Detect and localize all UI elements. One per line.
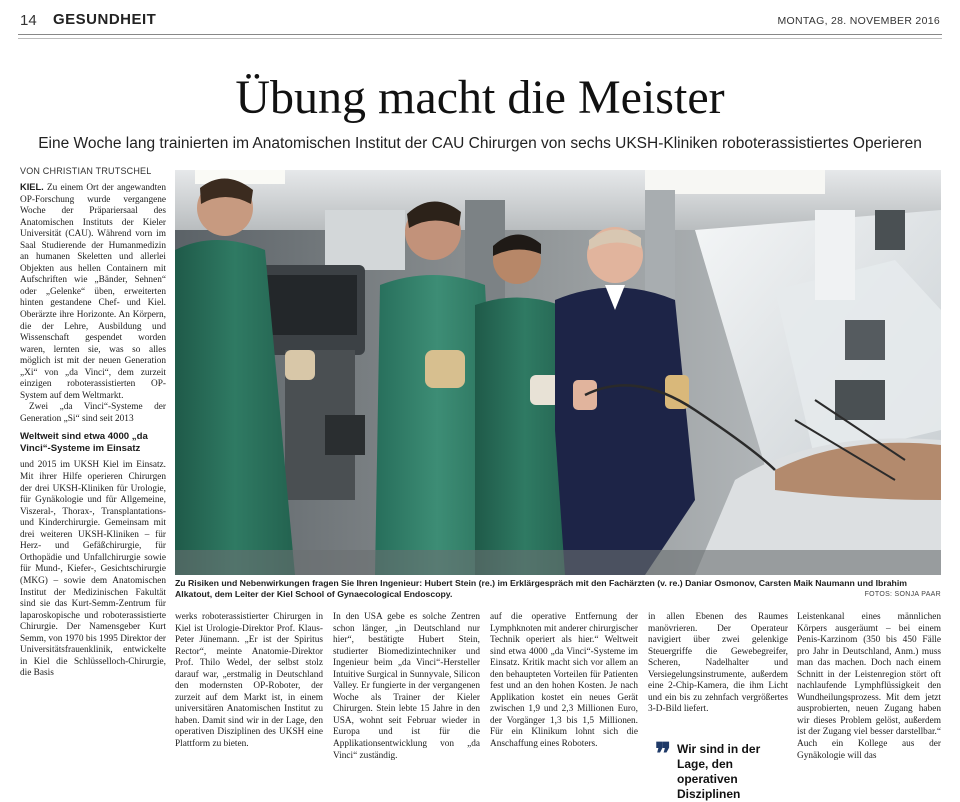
dateline: KIEL. (20, 182, 44, 192)
paragraph-2: Zwei „da Vinci“-Systeme der Generation „Si“ sind seit 2013 (20, 402, 166, 424)
surgeons-photo-illustration (175, 170, 941, 575)
article-column-6: Leistenkanal eines männlichen Körpers ausgeräumt – bei einem Penis-Karzinom (350 bis 450 Fälle pro Jahr in Deutschland, Anm.) muss man das machen. Doch nach einem Schnitt in der Leistenregion stört oft nachlaufende Lymphflüssigkeit den Wundheilungsprozess. Mit dem jetzt ausprobierten, neuen Zugang haben wir dieses Problem gelöst, außerdem ist der Zugang viel besser darstellbar.“ Auch ein Kollege aus der Gynäkologie will das (797, 612, 941, 761)
quote-icon: ❞ (655, 738, 672, 771)
paragraph-3: und 2015 im UKSH Kiel im Einsatz. Mit ihrer Hilfe operieren Chirurgen der drei UKSH-Kliniken für Urologie, für Gynäkologie und für Allgemeine, Viszeral-, Thorax-, Transplantations- und Kinderchirurgie. Gemeinsam mit drei weiteren UKSH-Kliniken – für Herz- und Gefäßchirurgie, für Orthopädie und Unfallchirurgie sowie für Mund-, Kiefer-, Gesichtschirurgie (MKG) – sowie dem Anatomischen Institut der Medizinischen Fakultät sind sie das Kurt-Semm-Zentrum für laparoskopische und roboterassistierte Chirurgie. Der Namensgeber Kurt Semm, von 1970 bis 1995 Direktor der Universitätsfrauenklinik, entwickelte in Kiel die Schlüsselloch-Chirurgie, die Basis (20, 460, 166, 679)
header-rule (18, 34, 942, 35)
subheadline: Eine Woche lang trainierten im Anatomischen Institut der CAU Chirurgen von sechs UKSH-Kliniken roboterassistiertes Operieren (38, 135, 922, 152)
article-column-1 (20, 182, 166, 778)
subheading: Weltweit sind etwa 4000 „da Vinci“-Systeme im Einsatz (20, 431, 148, 455)
article-column-3: In den USA gebe es solche Zentren schon länger, „in Deutschland nur hier“, bestätigte Hubert Stein, studierter Biomedizintechniker und Ingenieur beim „da Vinci“-Hersteller Intuitive Surgical in Sunnyvale, Silicon Valley. Er fungierte in der vergangenen Woche als Trainer der Kieler Chirurgen. Stein lebte 15 Jahre in den USA, wohnt seit Februar wieder in Europa und ist für die Applikationsentwicklung von „da Vinci“ zuständig. (333, 612, 480, 761)
pull-quote-text: Wir sind in der Lage, den operativen Disziplinen (677, 742, 761, 801)
article-column-5: in allen Ebenen des Raumes manövrieren. Der Operateur navigiert über zwei gelenkige Steuergriffe die Gewebegreifer, Scheren, Nadelhalter und Versiegelungsinstrumente, außerdem eine 2-Chip-Kamera, die ihm Licht und ein bis zu zehnfach vergrößertes 3-D-Bild liefert. (648, 612, 788, 715)
section-title: GESUNDHEIT (53, 11, 157, 28)
header-rule-thin (18, 38, 942, 39)
photo-credit: FOTOS: SONJA PAAR (864, 591, 941, 598)
paragraph-1: Zu einem Ort der angewandten OP-Forschung wurde vergangene Woche der Präpariersaal des Anatomischen Instituts der Kieler Universität (CAU). Während vorn im Saal Studierende der Humanmedizin an humanen Skeletten und allerlei Objekten aus hellen Containern mit Aufschriften wie „Bänder, Sehnen“ oder „Gelenke“ üben, erweiterten hinten gestandene Chef- und Kiel. Oberärzte ihre Horizonte. An Körpern, die der Lehre, Ausbildung und Wissenschaft gespendet worden waren, lernten sie, was so alles möglich ist mit der neuen Generation „Xi“ von „da Vinci“, dem zurzeit einzigen roboterassistierten OP-System auf dem Weltmarkt. (20, 183, 166, 401)
article-photo (175, 170, 941, 575)
article-column-4: auf die operative Entfernung der Lymphknoten mit anderer chirurgischer Technik operiert als hier.“ Weltweit sind etwa 4000 „da Vinci“-Systeme im Einsatz. Kritik macht sich vor allem an den behaupteten Vorteilen für Patienten fest und an den hohen Kosten. Je nach Applikation kostet ein neues Gerät zwischen 1,9 und 2,3 Millionen Euro, der Vorgänger 1,3 bis 1,5 Millionen. Für ein Klinikum lohnt sich die Anschaffung eines Roboters. (490, 612, 638, 750)
article-column-2: werks roboterassistierter Chirurgen in Kiel ist Urologie-Direktor Prof. Klaus-Peter Jünemann. „Er ist der Spiritus Rector“, meinte Anatomie-Direktor Prof. Thilo Wedel, der selbst stolz darauf war, „erstmalig in Deutschland den modernsten OP-Roboter, der zurzeit auf dem Markt ist, in einem universitären Anatomischen Institut zu haben. Damit sind wir in der Lage, den operativen Disziplinen des UKSH eine Plattform zu bieten. (175, 612, 323, 750)
page-number: 14 (20, 12, 37, 29)
issue-date: MONTAG, 28. NOVEMBER 2016 (777, 15, 940, 27)
photo-caption: Zu Risiken und Nebenwirkungen fragen Sie Ihren Ingenieur: Hubert Stein (re.) im Erklärgespräch mit den Fachärzten (v. re.) Daniar Osmonov, Carsten Maik Naumann und Ibrahim Alkatout, dem Leiter der Kiel School of Gynaecological Endoscopy. (175, 578, 907, 599)
byline: VON CHRISTIAN TRUTSCHEL (20, 166, 152, 176)
pull-quote (655, 738, 785, 802)
headline: Übung macht die Meister (235, 71, 725, 124)
